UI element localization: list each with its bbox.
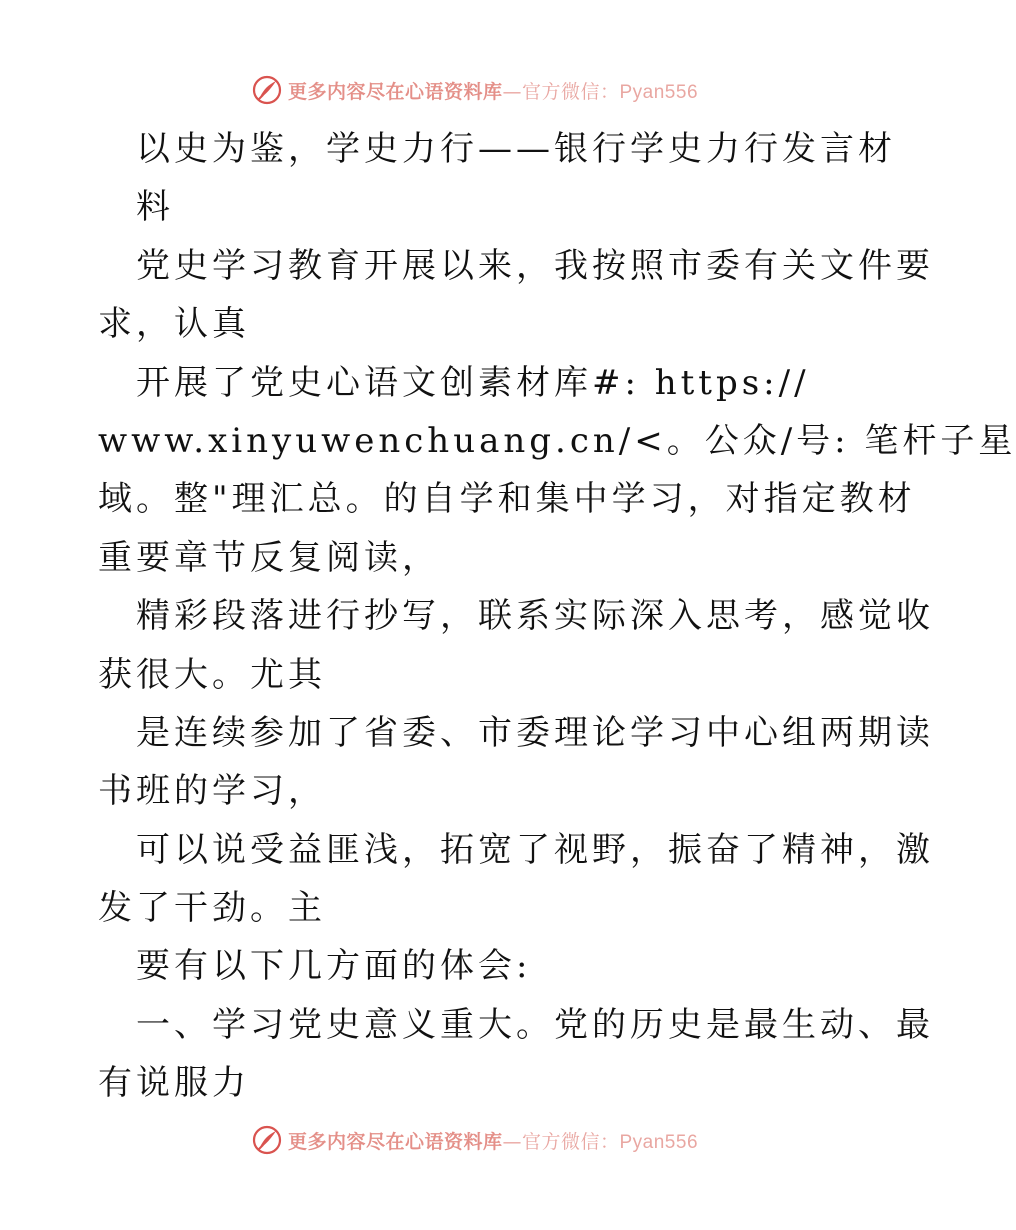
- quill-pen-logo-icon: [252, 75, 282, 105]
- footer-watermark: [0, 1122, 950, 1158]
- title-line-2: 料: [136, 187, 174, 228]
- paragraph-line: 是连续参加了省委、市委理论学习中心组两期读: [136, 712, 934, 753]
- watermark-text: 更多内容尽在心语资料库—官方微信：Pyan556: [287, 80, 699, 103]
- paragraph-line: 可以说受益匪浅，拓宽了视野，振奋了精神，激: [136, 829, 934, 870]
- paragraph-line: 书班的学习，: [98, 771, 326, 812]
- paragraph-line: 发了干劲。主: [98, 888, 326, 929]
- paragraph-line: 党史学习教育开展以来，我按照市委有关文件要: [136, 245, 934, 286]
- paragraph-line: 一、学习党史意义重大。党的历史是最生动、最: [136, 1004, 934, 1045]
- document-body: [98, 120, 1016, 1113]
- header-watermark: [0, 72, 950, 108]
- paragraph-line: 求，认真: [98, 304, 250, 345]
- quill-pen-logo-icon: [252, 1125, 282, 1155]
- paragraph-line: 重要章节反复阅读，: [98, 537, 440, 578]
- watermark-text: 更多内容尽在心语资料库—官方微信：Pyan556: [287, 1130, 699, 1153]
- paragraph-line: 域。整"理汇总。的自学和集中学习，对指定教材: [98, 479, 916, 520]
- paragraph-line: 开展了党史心语文创素材库#: https://: [136, 362, 810, 403]
- paragraph-line: www.xinyuwenchuang.cn/<。公众/号: 笔杆子星: [98, 420, 1016, 461]
- paragraph-line: 获很大。尤其: [98, 654, 326, 695]
- paragraph-line: 有说服力: [98, 1063, 250, 1104]
- paragraph-line: 精彩段落进行抄写，联系实际深入思考，感觉收: [136, 596, 934, 637]
- title-line-1: 以史为鉴，学史力行——银行学史力行发言材: [136, 129, 896, 169]
- paragraph-line: 要有以下几方面的体会:: [136, 946, 532, 987]
